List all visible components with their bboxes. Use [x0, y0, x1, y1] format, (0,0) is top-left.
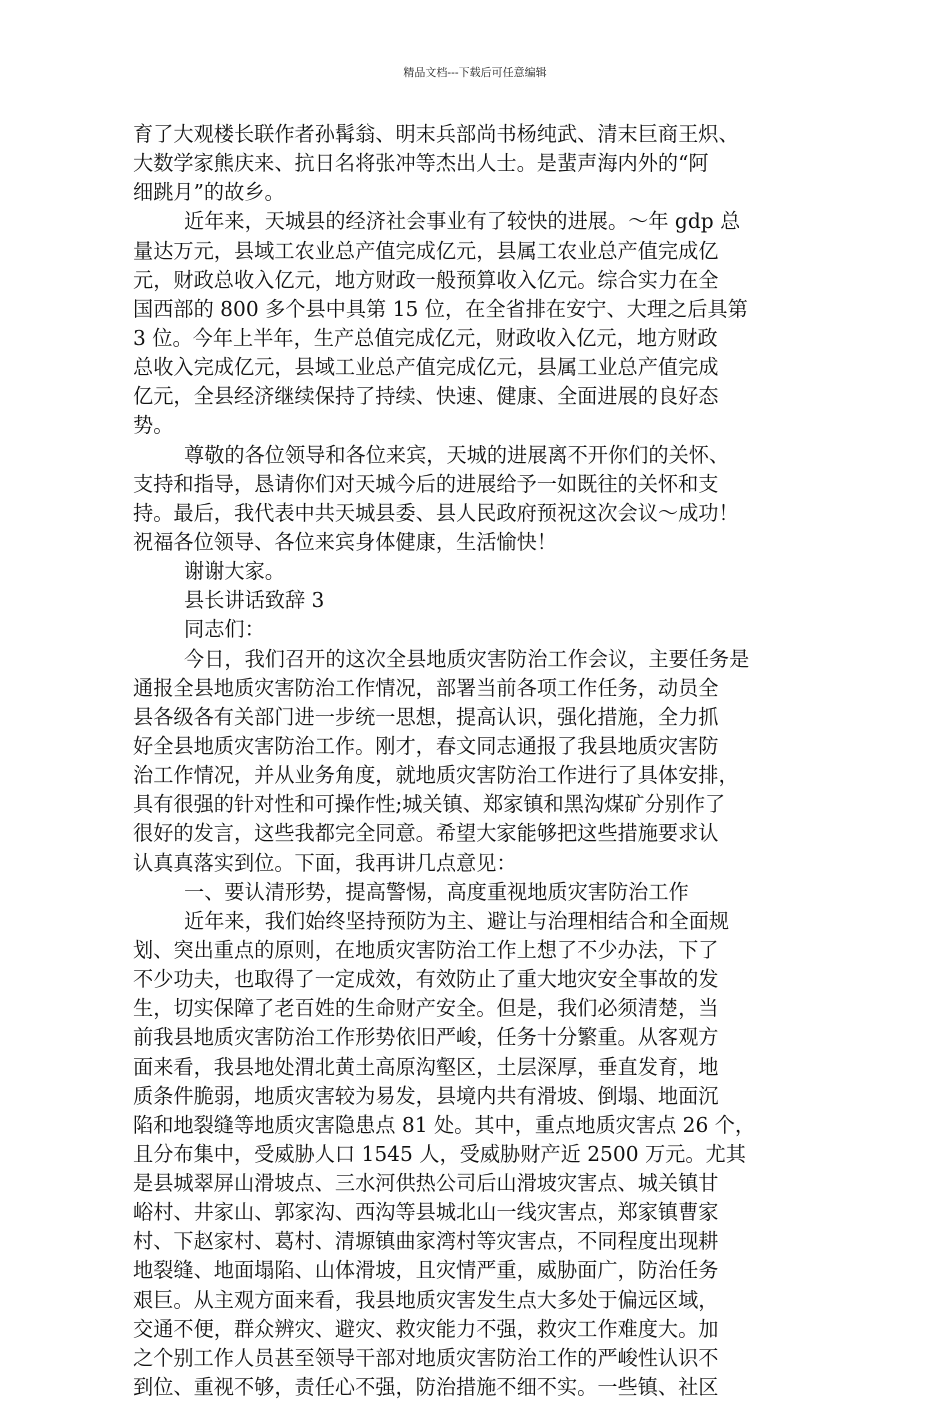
- text-line: 支持和指导，恳请你们对天城今后的进展给予一如既往的关怀和支: [133, 471, 719, 496]
- text-line: 之个别工作人员甚至领导干部对地质灾害防治工作的严峻性认识不: [133, 1345, 719, 1370]
- text-line: 不少功夫，也取得了一定成效，有效防止了重大地灾安全事故的发: [133, 967, 719, 992]
- text-line: 势。: [133, 413, 174, 438]
- text-line: 治工作情况，并从业务角度，就地质灾害防治工作进行了具体安排，: [133, 763, 739, 788]
- text-line: 艰巨。从主观方面来看，我县地质灾害发生点大多处于偏远区域，: [133, 1287, 719, 1312]
- text-line: 细跳月”的故乡。: [133, 180, 285, 205]
- page-header: 精品文档---下载后可任意编辑: [403, 66, 547, 79]
- text-line: 到位、重视不够，责任心不强，防治措施不细不实。一些镇、社区: [133, 1375, 719, 1400]
- text-line: 育了大观楼长联作者孙髯翁、明末兵部尚书杨纯武、清末巨商王炽、: [133, 122, 739, 146]
- text-line: 总收入完成亿元，县域工业总产值完成亿元，县属工业总产值完成: [133, 355, 719, 380]
- text-line: 且分布集中，受威胁人口 1545 人，受威胁财产近 2500 万元。尤其: [133, 1141, 746, 1166]
- text-line: 近年来，天城县的经济社会事业有了较快的进展。～年 gdp 总: [184, 209, 741, 234]
- text-line: 生，切实保障了老百姓的生命财产安全。但是，我们必须清楚，当: [133, 996, 719, 1021]
- text-line: 峪村、井家山、郭家沟、西沟等县城北山一线灾害点，郑家镇曹家: [133, 1200, 719, 1225]
- text-line: 具有很强的针对性和可操作性;城关镇、郑家镇和黑沟煤矿分别作了: [133, 792, 726, 817]
- text-line: 质条件脆弱，地质灾害较为易发，县境内共有滑坡、倒塌、地面沉: [133, 1083, 719, 1108]
- text-line: 大数学家熊庆来、抗日名将张冲等杰出人士。是蜚声海内外的“阿: [133, 151, 709, 176]
- text-line: 村、下赵家村、葛村、清塬镇曲家湾村等灾害点，不同程度出现耕: [133, 1229, 719, 1254]
- text-line: 陷和地裂缝等地质灾害隐患点 81 处。其中，重点地质灾害点 26 个，: [133, 1112, 756, 1137]
- text-line: 亿元，全县经济继续保持了持续、快速、健康、全面进展的良好态: [133, 384, 719, 409]
- text-line: 面来看，我县地处渭北黄土高原沟壑区，土层深厚，垂直发育，地: [133, 1054, 719, 1079]
- text-line: 祝福各位领导、各位来宾身体健康，生活愉快！: [133, 529, 557, 554]
- text-line: 谢谢大家。: [184, 559, 285, 584]
- document-body: [133, 120, 821, 1402]
- text-line: 认真真落实到位。下面，我再讲几点意见：: [133, 850, 517, 875]
- text-line: 好全县地质灾害防治工作。刚才，春文同志通报了我县地质灾害防: [133, 733, 719, 758]
- text-line: 尊敬的各位领导和各位来宾，天城的进展离不开你们的关怀、: [184, 442, 730, 467]
- text-line: 3 位。今年上半年，生产总值完成亿元，财政收入亿元，地方财政: [133, 325, 718, 350]
- text-line: 近年来，我们始终坚持预防为主、避让与治理相结合和全面规: [184, 908, 730, 933]
- text-line: 同志们：: [184, 617, 265, 642]
- text-line: 交通不便，群众辨灾、避灾、救灾能力不强，救灾工作难度大。加: [133, 1316, 719, 1341]
- text-line: 县长讲话致辞 3: [184, 588, 325, 613]
- text-line: 元，财政总收入亿元，地方财政一般预算收入亿元。综合实力在全: [133, 267, 719, 292]
- text-line: 县各级各有关部门进一步统一思想，提高认识，强化措施，全力抓: [133, 704, 719, 729]
- text-line: 国西部的 800 多个县中具第 15 位，在全省排在安宁、大理之后具第: [133, 296, 748, 321]
- text-line: 划、突出重点的原则，在地质灾害防治工作上想了不少办法，下了: [133, 937, 719, 962]
- text-line: 一、要认清形势，提高警惕，高度重视地质灾害防治工作: [184, 879, 689, 904]
- text-line: 前我县地质灾害防治工作形势依旧严峻，任务十分繁重。从客观方: [133, 1025, 719, 1050]
- text-line: 通报全县地质灾害防治工作情况，部署当前各项工作任务，动员全: [133, 675, 719, 700]
- text-line: 今日，我们召开的这次全县地质灾害防治工作会议，主要任务是: [184, 646, 750, 671]
- text-line: 很好的发言，这些我都完全同意。希望大家能够把这些措施要求认: [133, 821, 719, 846]
- text-line: 地裂缝、地面塌陷、山体滑坡，且灾情严重，威胁面广，防治任务: [133, 1258, 719, 1283]
- text-line: 是县城翠屏山滑坡点、三水河供热公司后山滑坡灾害点、城关镇甘: [133, 1171, 719, 1196]
- text-line: 持。最后，我代表中共天城县委、县人民政府预祝这次会议～成功！: [133, 500, 739, 525]
- text-line: 量达万元，县域工农业总产值完成亿元，县属工农业总产值完成亿: [133, 238, 719, 263]
